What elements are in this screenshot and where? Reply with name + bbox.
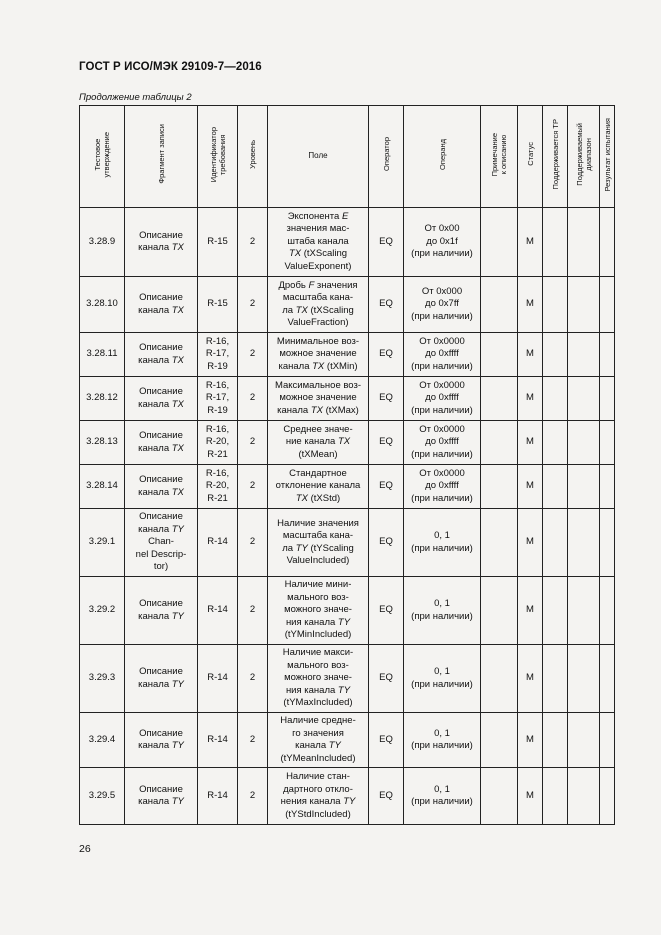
- table-row: [80, 333, 615, 377]
- cell-assertion-id: 3.28.13: [80, 421, 125, 465]
- cell-operand: От 0x0000 до 0xffff (при наличии): [404, 421, 481, 465]
- cell-supported-range: [568, 577, 600, 645]
- cell-operand: 0, 1 (при наличии): [404, 509, 481, 577]
- cell-record-fragment: Описание канала TY: [125, 713, 198, 768]
- header-test-result: Результат испытания: [600, 106, 615, 208]
- cell-requirement-id: R-14: [198, 577, 238, 645]
- cell-operator: EQ: [369, 768, 404, 825]
- cell-field: Минимальное воз- можное значение канала TX (tXMin): [268, 333, 369, 377]
- cell-status: M: [518, 509, 543, 577]
- cell-supported: [543, 645, 568, 713]
- cell-field: Среднее значе- ние канала TX (tXMean): [268, 421, 369, 465]
- cell-level: 2: [238, 277, 268, 333]
- cell-requirement-id: R-14: [198, 768, 238, 825]
- cell-assertion-id: 3.28.11: [80, 333, 125, 377]
- cell-operand: От 0x0000 до 0xffff (при наличии): [404, 465, 481, 509]
- cell-supported-range: [568, 421, 600, 465]
- table-body: [80, 208, 615, 825]
- cell-note: [481, 421, 518, 465]
- table-row: [80, 421, 615, 465]
- cell-operator: EQ: [369, 645, 404, 713]
- cell-status: M: [518, 465, 543, 509]
- cell-requirement-id: R-16, R-17, R-19: [198, 377, 238, 421]
- cell-field: Наличие значения масштаба кана- ла TY (tYScaling ValueIncluded): [268, 509, 369, 577]
- cell-field: Стандартное отклонение канала TX (tXStd): [268, 465, 369, 509]
- cell-supported: [543, 421, 568, 465]
- cell-test-result: [600, 768, 615, 825]
- cell-supported: [543, 333, 568, 377]
- cell-note: [481, 277, 518, 333]
- cell-level: 2: [238, 713, 268, 768]
- cell-requirement-id: R-16, R-20, R-21: [198, 421, 238, 465]
- cell-status: M: [518, 713, 543, 768]
- header-supported: Поддерживается ТР: [543, 106, 568, 208]
- table-row: [80, 208, 615, 277]
- cell-note: [481, 577, 518, 645]
- table-row: [80, 465, 615, 509]
- cell-level: 2: [238, 577, 268, 645]
- cell-status: M: [518, 577, 543, 645]
- cell-status: M: [518, 333, 543, 377]
- cell-test-result: [600, 333, 615, 377]
- cell-supported: [543, 713, 568, 768]
- header-requirement-id: Идентификатор требования: [198, 106, 238, 208]
- cell-operator: EQ: [369, 333, 404, 377]
- table-row: [80, 768, 615, 825]
- cell-field: Наличие мини- мального воз- можного значе- ния канала TY (tYMinIncluded): [268, 577, 369, 645]
- table-continuation-caption: Продолжение таблицы 2: [79, 92, 192, 103]
- table-row: [80, 509, 615, 577]
- header-operator: Оператор: [369, 106, 404, 208]
- cell-supported-range: [568, 768, 600, 825]
- cell-supported: [543, 509, 568, 577]
- cell-record-fragment: Описание канала TY: [125, 768, 198, 825]
- cell-test-result: [600, 645, 615, 713]
- cell-status: M: [518, 277, 543, 333]
- cell-field: Дробь F значения масштаба кана- ла TX (tXScaling ValueFraction): [268, 277, 369, 333]
- cell-assertion-id: 3.29.2: [80, 577, 125, 645]
- header-field: Поле: [268, 106, 369, 208]
- header-note: Примечание к описанию: [481, 106, 518, 208]
- cell-note: [481, 645, 518, 713]
- cell-record-fragment: Описание канала TX: [125, 333, 198, 377]
- cell-supported-range: [568, 277, 600, 333]
- cell-operand: 0, 1 (при наличии): [404, 713, 481, 768]
- header-level: Уровень: [238, 106, 268, 208]
- cell-level: 2: [238, 509, 268, 577]
- cell-supported: [543, 465, 568, 509]
- cell-assertion-id: 3.28.9: [80, 208, 125, 277]
- cell-note: [481, 768, 518, 825]
- cell-assertion-id: 3.29.5: [80, 768, 125, 825]
- cell-note: [481, 377, 518, 421]
- cell-requirement-id: R-15: [198, 208, 238, 277]
- cell-operand: От 0x0000 до 0xffff (при наличии): [404, 333, 481, 377]
- cell-requirement-id: R-14: [198, 645, 238, 713]
- cell-field: Максимальное воз- можное значение канала TX (tXMax): [268, 377, 369, 421]
- header-test-assertion: Тестовое утверждение: [80, 106, 125, 208]
- cell-test-result: [600, 377, 615, 421]
- cell-field: Наличие средне- го значения канала TY (tYMeanIncluded): [268, 713, 369, 768]
- header-status: Статус: [518, 106, 543, 208]
- cell-status: M: [518, 768, 543, 825]
- document-title: ГОСТ Р ИСО/МЭК 29109-7—2016: [79, 61, 262, 73]
- cell-requirement-id: R-14: [198, 713, 238, 768]
- table-row: [80, 645, 615, 713]
- cell-operator: EQ: [369, 421, 404, 465]
- table-row: [80, 277, 615, 333]
- cell-test-result: [600, 421, 615, 465]
- header-supported-range: Поддерживаемый диапазон: [568, 106, 600, 208]
- cell-assertion-id: 3.29.1: [80, 509, 125, 577]
- cell-operand: 0, 1 (при наличии): [404, 768, 481, 825]
- cell-field: Наличие макси- мального воз- можного значе- ния канала TY (tYMaxIncluded): [268, 645, 369, 713]
- cell-record-fragment: Описание канала TY: [125, 577, 198, 645]
- cell-record-fragment: Описание канала TX: [125, 208, 198, 277]
- cell-requirement-id: R-15: [198, 277, 238, 333]
- cell-supported: [543, 277, 568, 333]
- cell-record-fragment: Описание канала TY Chan- nel Descrip- tor): [125, 509, 198, 577]
- cell-operator: EQ: [369, 465, 404, 509]
- requirements-table: [79, 105, 615, 825]
- cell-requirement-id: R-14: [198, 509, 238, 577]
- cell-level: 2: [238, 208, 268, 277]
- cell-assertion-id: 3.28.12: [80, 377, 125, 421]
- page-number: 26: [79, 843, 91, 855]
- table-row: [80, 577, 615, 645]
- cell-test-result: [600, 577, 615, 645]
- cell-supported-range: [568, 208, 600, 277]
- cell-status: M: [518, 645, 543, 713]
- cell-level: 2: [238, 421, 268, 465]
- cell-test-result: [600, 509, 615, 577]
- cell-assertion-id: 3.28.14: [80, 465, 125, 509]
- cell-operator: EQ: [369, 577, 404, 645]
- cell-field: Наличие стан- дартного откло- нения канала TY (tYStdIncluded): [268, 768, 369, 825]
- cell-supported-range: [568, 509, 600, 577]
- cell-supported-range: [568, 377, 600, 421]
- cell-record-fragment: Описание канала TX: [125, 465, 198, 509]
- header-operand: Операнд: [404, 106, 481, 208]
- cell-operator: EQ: [369, 377, 404, 421]
- cell-level: 2: [238, 465, 268, 509]
- cell-test-result: [600, 713, 615, 768]
- cell-operator: EQ: [369, 208, 404, 277]
- cell-operand: От 0x00 до 0x1f (при наличии): [404, 208, 481, 277]
- cell-supported: [543, 768, 568, 825]
- cell-requirement-id: R-16, R-20, R-21: [198, 465, 238, 509]
- cell-note: [481, 713, 518, 768]
- table-header-row: [80, 106, 615, 208]
- cell-operator: EQ: [369, 277, 404, 333]
- cell-test-result: [600, 277, 615, 333]
- cell-operator: EQ: [369, 509, 404, 577]
- cell-supported: [543, 208, 568, 277]
- table-row: [80, 377, 615, 421]
- cell-record-fragment: Описание канала TX: [125, 421, 198, 465]
- cell-record-fragment: Описание канала TY: [125, 645, 198, 713]
- cell-status: M: [518, 421, 543, 465]
- cell-supported-range: [568, 333, 600, 377]
- cell-supported-range: [568, 465, 600, 509]
- table-row: [80, 713, 615, 768]
- cell-test-result: [600, 208, 615, 277]
- cell-level: 2: [238, 768, 268, 825]
- cell-level: 2: [238, 377, 268, 421]
- cell-requirement-id: R-16, R-17, R-19: [198, 333, 238, 377]
- cell-status: M: [518, 208, 543, 277]
- cell-assertion-id: 3.28.10: [80, 277, 125, 333]
- cell-note: [481, 208, 518, 277]
- cell-supported-range: [568, 713, 600, 768]
- cell-test-result: [600, 465, 615, 509]
- cell-note: [481, 333, 518, 377]
- cell-level: 2: [238, 333, 268, 377]
- cell-operand: От 0x000 до 0x7ff (при наличии): [404, 277, 481, 333]
- cell-assertion-id: 3.29.4: [80, 713, 125, 768]
- cell-supported-range: [568, 645, 600, 713]
- cell-record-fragment: Описание канала TX: [125, 377, 198, 421]
- cell-supported: [543, 577, 568, 645]
- cell-record-fragment: Описание канала TX: [125, 277, 198, 333]
- cell-supported: [543, 377, 568, 421]
- cell-operand: От 0x0000 до 0xffff (при наличии): [404, 377, 481, 421]
- cell-operand: 0, 1 (при наличии): [404, 577, 481, 645]
- cell-operator: EQ: [369, 713, 404, 768]
- header-record-fragment: Фрагмент записи: [125, 106, 198, 208]
- cell-note: [481, 509, 518, 577]
- cell-note: [481, 465, 518, 509]
- cell-level: 2: [238, 645, 268, 713]
- cell-status: M: [518, 377, 543, 421]
- cell-assertion-id: 3.29.3: [80, 645, 125, 713]
- cell-operand: 0, 1 (при наличии): [404, 645, 481, 713]
- cell-field: Экспонента E значения мас- штаба канала TX (tXScaling ValueExponent): [268, 208, 369, 277]
